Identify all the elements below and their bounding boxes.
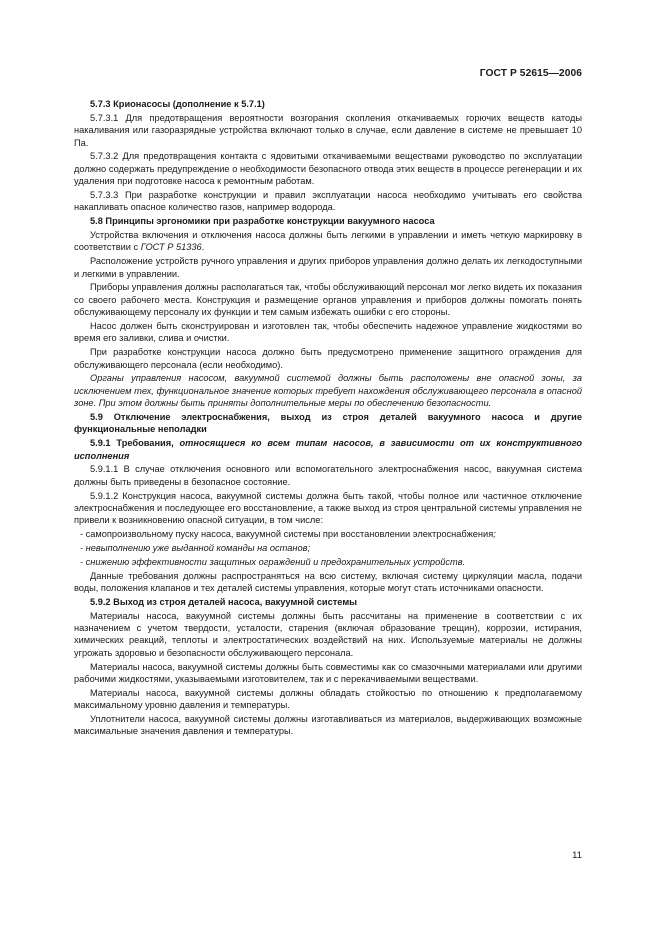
page-content [74, 98, 582, 739]
paragraph-5-8-1-end: . [201, 242, 205, 253]
gost-reference: ГОСТ Р 51336 [140, 242, 202, 253]
paragraph-5-9-1-3: Данные требования должны распространяться на всю систему, включая систему циркуляции масла, подачи воды, положения клапанов и тех деталей системы управления, которые могут стать источниками опасности. [74, 570, 582, 594]
list-item-1-text: - самопроизвольному пуску насоса, вакуумной системы при восстановлении электроснабжения [80, 529, 494, 540]
list-item-1-end: ; [493, 529, 496, 540]
paragraph-5-8-3: Приборы управления должны располагаться так, чтобы обслуживающий персонал мог легко видеть их показания со своего рабочего места. Конструкция и размещение органов управления и приборов должны помогать понять обслуживающему персоналу их функции и тем самым избежать ошибки с его стороны. [74, 282, 582, 318]
document-id: ГОСТ Р 52615—2006 [479, 68, 582, 79]
paragraph-5-9-2-1: Материалы насоса, вакуумной системы должны быть рассчитаны на применение в соответствии с их назначением с учетом твердости, усталости, старения (включая образование трещин), коррозии, истирания, химических реакций, теплоты и электростатических воздействий на них. Используемые материалы не должны угрожать здоровью и безопасности обслуживающего персонала. [74, 610, 582, 658]
paragraph-5-8-6: Органы управления насосом, вакуумной системой должны быть расположены вне опасной зоны, за исключением тех, функциональное значение которых требует нахождения обслуживающего персонала в опасной зоне. При этом должны быть приняты дополнительные меры по обеспечению безопасности. [74, 373, 582, 409]
paragraph-5-9-2-4: Уплотнители насоса, вакуумной системы должны изготавливаться из материалов, выдерживающих возможные максимальные значения давления и температуры. [74, 714, 582, 737]
section-5-9-2-title: 5.9.2 Выход из строя деталей насоса, вакуумной системы [90, 596, 358, 607]
section-5-9-1-title [74, 437, 582, 462]
list-item-1 [74, 528, 582, 540]
paragraph-5-8-1 [74, 229, 582, 254]
list-item-3: - снижению эффективности защитных ограждений и предохранительных устройств. [80, 556, 466, 567]
paragraph-5-8-2: Расположение устройств ручного управления и других приборов управления должно делать их легкодоступными и легкими в управлении. [74, 256, 582, 279]
paragraph-5-9-2-3: Материалы насоса, вакуумной системы должны обладать стойкостью по отношению к предполагаемому максимальному уровню давления и температуры. [74, 687, 582, 711]
paragraph-5-9-1-2: 5.9.1.2 Конструкция насоса, вакуумной системы должна быть такой, чтобы полное или частичное отключение электроснабжения и последующее его восстановление, а также выход из строя центральной системы управления не привели к возникновению опасной ситуации, в том числе: [74, 490, 582, 526]
section-5-8-title: 5.8 Принципы эргономики при разработке конструкции вакуумного насоса [90, 216, 435, 227]
section-5-9-1-title-lead: 5.9.1 Требования, [90, 438, 180, 449]
paragraph-5-8-1-text: Устройства включения и отключения насоса должны быть легкими в управлении и иметь четкую маркировку в соответствии с [74, 230, 582, 253]
paragraph-5-7-3-3: 5.7.3.3 При разработке конструкции и правил эксплуатации насоса необходимо учитывать его свойства накапливать опасное количество газов, например водорода. [74, 190, 582, 213]
section-5-9-1-title-italic: относящиеся ко всем типам насосов, в зависимости от их конструктивного исполнения [74, 438, 582, 461]
paragraph-5-9-2-2: Материалы насоса, вакуумной системы должны быть совместимы как со смазочными материалами или другими рабочими жидкостями, указываемыми изготовителем, так и с перекачиваемыми веществами. [74, 661, 582, 685]
paragraph-5-8-4: Насос должен быть сконструирован и изготовлен так, чтобы обеспечить надежное управление жидкостями во время его заливки, слива и очистки. [74, 321, 582, 344]
section-5-9-title: 5.9 Отключение электроснабжения, выход из строя деталей вакуумного насоса и другие функциональные неполадки [74, 412, 582, 435]
paragraph-5-9-1-1: 5.9.1.1 В случае отключения основного или вспомогательного электроснабжения насос, вакуумная система должны быть приведены в безопасное состояние. [74, 464, 582, 487]
section-5-7-3-title: 5.7.3 Крионасосы (дополнение к 5.7.1) [90, 99, 265, 109]
list-item-2: - невыполнению уже выданной команды на останов; [80, 543, 311, 554]
paragraph-5-8-5: При разработке конструкции насоса должно быть предусмотрено применение защитного ограждения для обслуживающего персонала (если необходимо). [74, 347, 582, 370]
page-number: 11 [572, 850, 582, 861]
paragraph-5-7-3-1: 5.7.3.1 Для предотвращения вероятности возгорания скопления откачиваемых горючих веществ катоды накаливания или газоразрядные устройства включают только в случае, если давление в системе не превышает 10 Па. [74, 112, 582, 148]
paragraph-5-7-3-2: 5.7.3.2 Для предотвращения контакта с ядовитыми откачиваемыми веществами руководство по эксплуатации должно содержать предупреждение о необходимости безопасного отвода этих веществ в процессе регенерации и их удаления при подготовке насоса к ремонтным работам. [74, 151, 582, 187]
